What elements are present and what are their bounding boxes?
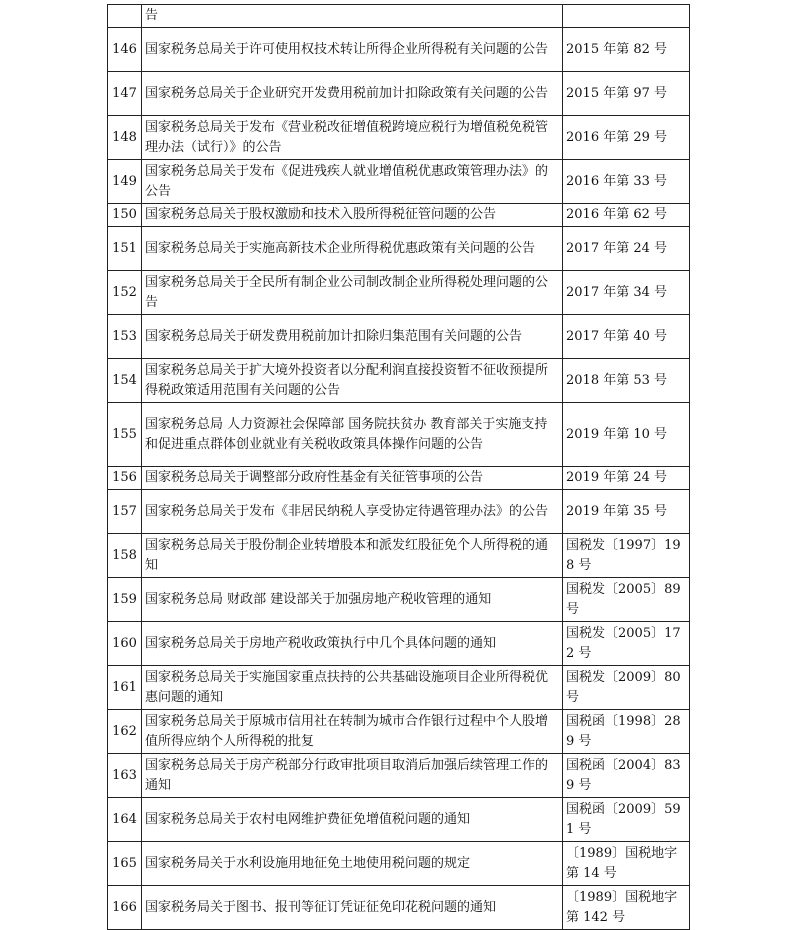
row-number: 162 — [108, 710, 142, 754]
table-row — [108, 315, 690, 359]
table-row — [108, 534, 690, 578]
document-title: 国家税务总局关于实施高新技术企业所得税优惠政策有关问题的公告 — [142, 227, 563, 271]
table-row — [108, 204, 690, 227]
row-number: 159 — [108, 578, 142, 622]
document-reference: 国税发〔1997〕198 号 — [563, 534, 690, 578]
document-title: 国家税务总局 人力资源社会保障部 国务院扶贫办 教育部关于实施支持和促进重点群体创业就业有关税收政策具体操作问题的公告 — [142, 403, 563, 467]
table-row — [108, 578, 690, 622]
table-row — [108, 227, 690, 271]
row-number: 163 — [108, 754, 142, 798]
document-title: 国家税务总局关于发布《促进残疾人就业增值税优惠政策管理办法》的公告 — [142, 160, 563, 204]
document-reference: 国税函〔2009〕591 号 — [563, 798, 690, 842]
table-row — [108, 403, 690, 467]
document-reference: 国税发〔2005〕172 号 — [563, 622, 690, 666]
table-row — [108, 490, 690, 534]
row-number: 150 — [108, 204, 142, 227]
document-title: 国家税务总局关于原城市信用社在转制为城市合作银行过程中个人股增值所得应纳个人所得税的批复 — [142, 710, 563, 754]
table-row — [108, 754, 690, 798]
document-reference: 2015 年第 82 号 — [563, 28, 690, 72]
document-title: 国家税务总局关于股份制企业转增股本和派发红股征免个人所得税的通知 — [142, 534, 563, 578]
row-number: 165 — [108, 842, 142, 886]
document-title: 国家税务总局关于发布《营业税改征增值税跨境应税行为增值税免税管理办法（试行）》的公告 — [142, 116, 563, 160]
row-number: 157 — [108, 490, 142, 534]
row-number: 152 — [108, 271, 142, 315]
document-title: 国家税务总局关于扩大境外投资者以分配利润直接投资暂不征收预提所得税政策适用范围有关问题的公告 — [142, 359, 563, 403]
row-number: 149 — [108, 160, 142, 204]
table-row — [108, 710, 690, 754]
row-number: 160 — [108, 622, 142, 666]
document-reference: 2019 年第 35 号 — [563, 490, 690, 534]
table-row — [108, 842, 690, 886]
table-row — [108, 886, 690, 930]
table-row — [108, 798, 690, 842]
document-reference: 〔1989〕国税地字第 142 号 — [563, 886, 690, 930]
table-row — [108, 622, 690, 666]
document-title: 国家税务总局关于许可使用权技术转让所得企业所得税有关问题的公告 — [142, 28, 563, 72]
document-title: 国家税务总局关于房产税部分行政审批项目取消后加强后续管理工作的通知 — [142, 754, 563, 798]
table-row — [108, 72, 690, 116]
row-number: 166 — [108, 886, 142, 930]
document-reference: 2017 年第 40 号 — [563, 315, 690, 359]
table-row — [108, 359, 690, 403]
row-number — [108, 5, 142, 28]
document-reference: 〔1989〕国税地字第 14 号 — [563, 842, 690, 886]
document-reference: 2016 年第 29 号 — [563, 116, 690, 160]
document-reference: 2019 年第 24 号 — [563, 467, 690, 490]
document-reference: 2019 年第 10 号 — [563, 403, 690, 467]
row-number: 154 — [108, 359, 142, 403]
document-title: 国家税务总局 财政部 建设部关于加强房地产税收管理的通知 — [142, 578, 563, 622]
table-row — [108, 666, 690, 710]
document-title: 国家税务总局关于研发费用税前加计扣除归集范围有关问题的公告 — [142, 315, 563, 359]
document-reference: 国税发〔2005〕89 号 — [563, 578, 690, 622]
document-title: 国家税务总局关于房地产税收政策执行中几个具体问题的通知 — [142, 622, 563, 666]
row-number: 156 — [108, 467, 142, 490]
row-number: 151 — [108, 227, 142, 271]
document-title: 国家税务局关于水利设施用地征免土地使用税问题的规定 — [142, 842, 563, 886]
row-number: 164 — [108, 798, 142, 842]
document-reference: 2017 年第 34 号 — [563, 271, 690, 315]
document-title: 国家税务总局关于农村电网维护费征免增值税问题的通知 — [142, 798, 563, 842]
table-row — [108, 116, 690, 160]
table-row — [108, 28, 690, 72]
document-title: 国家税务总局关于全民所有制企业公司制改制企业所得税处理问题的公告 — [142, 271, 563, 315]
document-title: 国家税务总局关于企业研究开发费用税前加计扣除政策有关问题的公告 — [142, 72, 563, 116]
regulations-table — [107, 4, 690, 930]
document-reference: 2016 年第 62 号 — [563, 204, 690, 227]
document-title: 国家税务总局关于发布《非居民纳税人享受协定待遇管理办法》的公告 — [142, 490, 563, 534]
document-title: 国家税务总局关于调整部分政府性基金有关征管事项的公告 — [142, 467, 563, 490]
table-row — [108, 160, 690, 204]
table-row — [108, 467, 690, 490]
row-number: 153 — [108, 315, 142, 359]
document-reference: 国税函〔2004〕839 号 — [563, 754, 690, 798]
document-reference: 2015 年第 97 号 — [563, 72, 690, 116]
document-reference: 2016 年第 33 号 — [563, 160, 690, 204]
document-title: 国家税务总局关于实施国家重点扶持的公共基础设施项目企业所得税优惠问题的通知 — [142, 666, 563, 710]
document-reference: 2018 年第 53 号 — [563, 359, 690, 403]
document-reference: 2017 年第 24 号 — [563, 227, 690, 271]
row-number: 148 — [108, 116, 142, 160]
row-number: 146 — [108, 28, 142, 72]
row-number: 155 — [108, 403, 142, 467]
document-reference: 国税函〔1998〕289 号 — [563, 710, 690, 754]
document-title: 国家税务局关于图书、报刊等征订凭证征免印花税问题的通知 — [142, 886, 563, 930]
document-reference — [563, 5, 690, 28]
document-title: 告 — [142, 5, 563, 28]
row-number: 147 — [108, 72, 142, 116]
row-number: 158 — [108, 534, 142, 578]
row-number: 161 — [108, 666, 142, 710]
document-reference: 国税发〔2009〕80 号 — [563, 666, 690, 710]
table-row — [108, 271, 690, 315]
document-title: 国家税务总局关于股权激励和技术入股所得税征管问题的公告 — [142, 204, 563, 227]
table-row — [108, 5, 690, 28]
